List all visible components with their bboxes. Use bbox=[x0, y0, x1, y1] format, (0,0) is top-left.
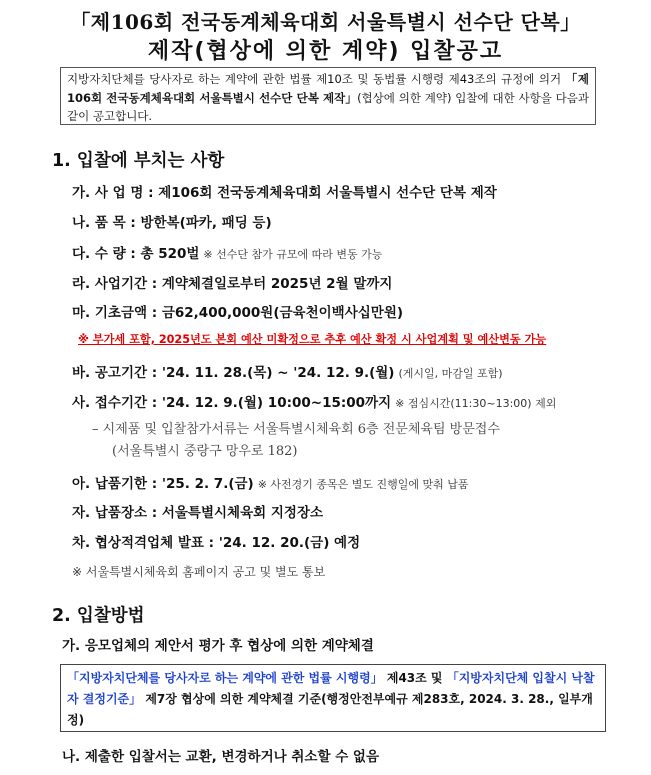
item-note: ※ 선수단 참가 규모에 따라 변동 가능 bbox=[203, 248, 383, 261]
item-period bbox=[72, 272, 392, 292]
item-value: '25. 2. 7.(금) bbox=[157, 476, 254, 492]
item-label: 다. 수 량 : bbox=[72, 246, 136, 262]
law-text-2: 제7장 협상에 의한 계약체결 기준(행정안전부예규 제283호, 2024. 3. 28., 일부개정) bbox=[67, 692, 593, 727]
item-quantity bbox=[72, 242, 382, 262]
item-label: 마. 기초금액 : bbox=[72, 305, 158, 321]
item-label: 자. 납품장소 : bbox=[72, 505, 158, 521]
method-item-ga bbox=[62, 634, 374, 654]
item-value: 총 520벌 bbox=[135, 246, 200, 262]
method-text: 나. 제출한 입찰서는 교환, 변경하거나 취소할 수 없음 bbox=[62, 749, 380, 765]
title-line-1: 「제106회 전국동계체육대회 서울특별시 선수단 단복」 bbox=[70, 10, 581, 34]
item-value: 금62,400,000원(금육천이백사십만원) bbox=[157, 305, 404, 321]
item-product bbox=[72, 211, 272, 231]
title-line-2: 제작(협상에 의한 계약) 입찰공고 bbox=[147, 39, 504, 64]
item-project-name bbox=[72, 181, 497, 201]
budget-warning: ※ 부가세 포함, 2025년도 본회 예산 미확정으로 추후 예산 확정 시 사업계획 및 예산변동 가능 bbox=[78, 333, 547, 346]
item-label: 차. 협상적격업체 발표 : bbox=[72, 535, 214, 551]
item-label: 나. 품 목 : bbox=[72, 215, 136, 231]
item-label: 바. 공고기간 : bbox=[72, 365, 158, 381]
item-note: ※ 점심시간(11:30~13:00) 제외 bbox=[395, 397, 557, 410]
item-value: 제106회 전국동계체육대회 서울특별시 선수단 단복 제작 bbox=[153, 185, 497, 201]
intro-highlight: 「제106회 전국동계체육대회 서울특별시 선수단 단복 제작」 bbox=[67, 72, 589, 105]
law-reference-1: 「지방자치단체를 당사자로 하는 계약에 관한 법률 시행령」 bbox=[67, 671, 383, 685]
item-note: ※ 사전경기 종목은 별도 진행일에 맞춰 납품 bbox=[257, 478, 469, 491]
item-value: 방한복(파카, 패딩 등) bbox=[135, 215, 272, 231]
item-value: '24. 12. 9.(월) 10:00~15:00까지 bbox=[157, 395, 392, 411]
item-negotiation-announcement bbox=[72, 531, 360, 551]
item-note: (게시일, 마감일 포함) bbox=[398, 367, 503, 380]
legal-reference-box bbox=[60, 664, 606, 732]
item-delivery-deadline bbox=[72, 472, 469, 492]
method-text: 가. 응모업체의 제안서 평가 후 협상에 의한 계약체결 bbox=[62, 638, 374, 654]
item-label: 라. 사업기간 : bbox=[72, 276, 158, 292]
intro-text-2: (협상에 의한 계약) 입찰에 대한 사항을 다음과 같이 공고합니다. bbox=[67, 90, 589, 123]
item-delivery-place bbox=[72, 501, 323, 521]
item-label: 사. 접수기간 : bbox=[72, 395, 158, 411]
section-1-heading: 1. 입찰에 부치는 사항 bbox=[52, 151, 225, 171]
item-notice-period bbox=[72, 361, 503, 381]
law-text-1: 제43조 및 bbox=[382, 671, 447, 685]
law-reference-2: 「지방자치단체 입찰시 낙찰자 결정기준」 bbox=[67, 671, 595, 706]
item-value: '24. 11. 28.(목) ~ '24. 12. 9.(월) bbox=[157, 365, 395, 381]
method-item-na bbox=[62, 745, 379, 765]
item-label: 가. 사 업 명 : bbox=[72, 185, 154, 201]
item-label: 아. 납품기한 : bbox=[72, 476, 158, 492]
receipt-detail: – 시제품 및 입찰참가서류는 서울특별시체육회 6층 전문체육팀 방문접수 bbox=[92, 422, 500, 437]
item-base-price bbox=[72, 301, 403, 321]
intro-text-1: 지방자치단체를 당사자로 하는 계약에 관한 법률 제10조 및 동법률 시행령 제43조의 규정에 의거 bbox=[67, 72, 566, 86]
item-receipt-period bbox=[72, 391, 556, 411]
announcement-footnote: ※ 서울특별시체육회 홈페이지 공고 및 별도 통보 bbox=[72, 565, 326, 579]
receipt-address: (서울특별시 중랑구 망우로 182) bbox=[112, 444, 298, 459]
intro-box bbox=[60, 67, 596, 125]
item-value: 서울특별시체육회 지정장소 bbox=[157, 505, 324, 521]
item-value: 계약체결일로부터 2025년 2월 말까지 bbox=[157, 276, 393, 292]
item-value: '24. 12. 20.(금) 예정 bbox=[214, 535, 361, 551]
section-2-heading: 2. 입찰방법 bbox=[52, 606, 145, 626]
